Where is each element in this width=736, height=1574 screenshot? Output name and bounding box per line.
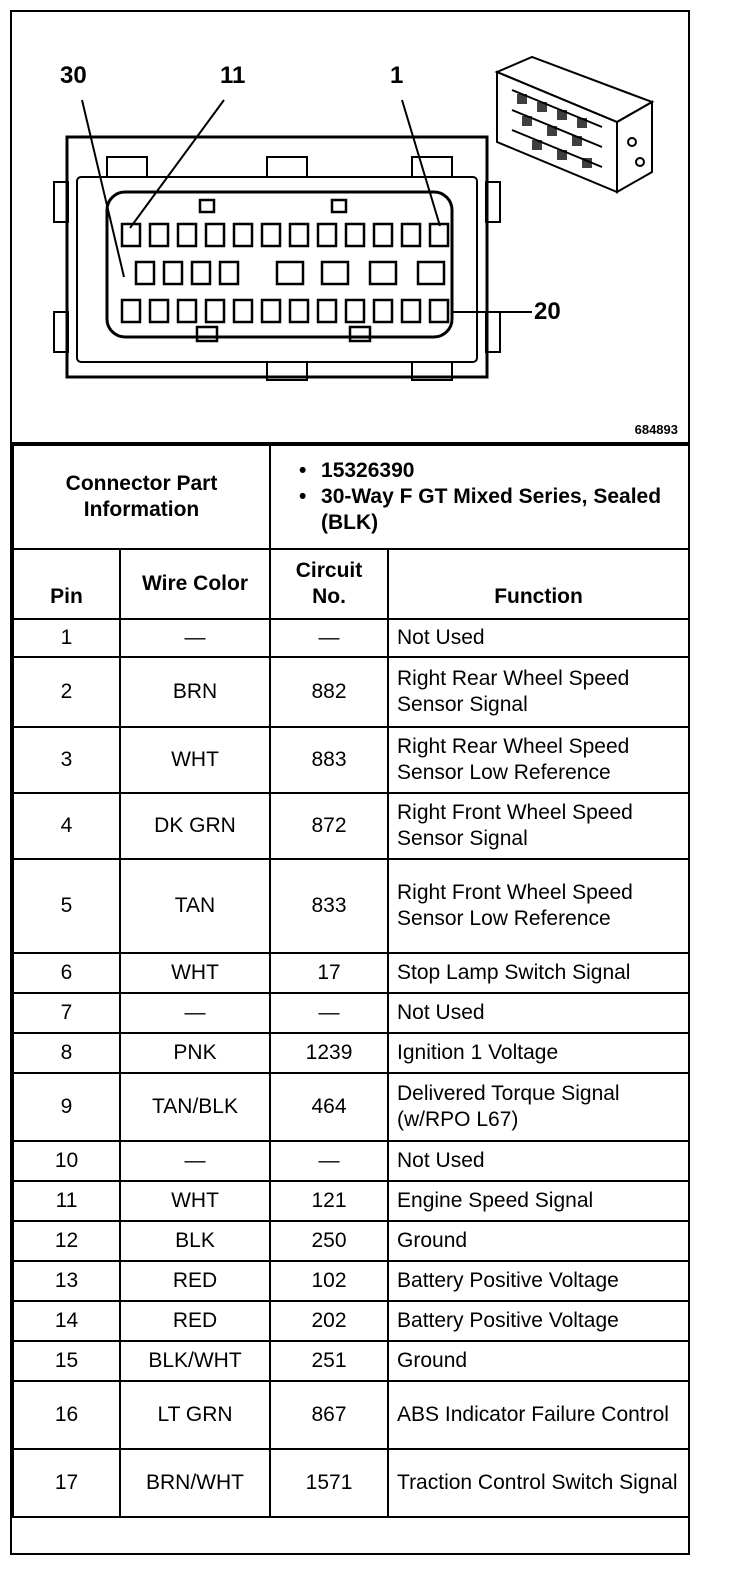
- wire-color-cell: —: [120, 993, 270, 1033]
- pin-cell: 8: [13, 1033, 120, 1073]
- pinout-table: [12, 444, 690, 1518]
- wire-color-cell: —: [120, 1141, 270, 1181]
- callout-pin-20: 20: [534, 298, 561, 325]
- table-row: [13, 1033, 689, 1073]
- table-row: [13, 793, 689, 859]
- pin-cell: 4: [13, 793, 120, 859]
- connector-info-list: [279, 452, 680, 542]
- table-row: [13, 1073, 689, 1141]
- connector-info-row: [13, 445, 689, 549]
- circuit-cell: 883: [270, 727, 388, 793]
- table-row: [13, 953, 689, 993]
- circuit-cell: 17: [270, 953, 388, 993]
- table-row: [13, 993, 689, 1033]
- circuit-cell: 102: [270, 1261, 388, 1301]
- connector-description: • 30-Way F GT Mixed Series, Sealed (BLK): [299, 484, 680, 536]
- pin-cell: 14: [13, 1301, 120, 1341]
- circuit-cell: —: [270, 993, 388, 1033]
- table-row: [13, 1141, 689, 1181]
- connector-face-drawing: [12, 12, 688, 442]
- connector-figure: [12, 12, 688, 444]
- table-row: [13, 619, 689, 657]
- circuit-cell: 202: [270, 1301, 388, 1341]
- header-function: Function: [388, 549, 689, 619]
- pin-cell: 10: [13, 1141, 120, 1181]
- figure-number: 684893: [634, 422, 678, 437]
- function-cell: Right Front Wheel Speed Sensor Low Reference: [388, 859, 689, 953]
- table-row: [13, 1301, 689, 1341]
- header-pin: Pin: [13, 549, 120, 619]
- wire-color-cell: RED: [120, 1301, 270, 1341]
- table-row: [13, 1341, 689, 1381]
- pin-cell: 12: [13, 1221, 120, 1261]
- circuit-cell: —: [270, 1141, 388, 1181]
- callout-pin-30: 30: [60, 62, 87, 89]
- pin-cell: 9: [13, 1073, 120, 1141]
- header-circuit: Circuit No.: [270, 549, 388, 619]
- circuit-cell: 882: [270, 657, 388, 727]
- function-cell: Battery Positive Voltage: [388, 1301, 689, 1341]
- wire-color-cell: DK GRN: [120, 793, 270, 859]
- function-cell: Ignition 1 Voltage: [388, 1033, 689, 1073]
- function-cell: Ground: [388, 1341, 689, 1381]
- function-cell: Right Rear Wheel Speed Sensor Low Reference: [388, 727, 689, 793]
- wire-color-cell: TAN: [120, 859, 270, 953]
- pin-cell: 7: [13, 993, 120, 1033]
- wire-color-cell: BLK: [120, 1221, 270, 1261]
- callout-pin-1: 1: [390, 62, 404, 89]
- table-row: [13, 1221, 689, 1261]
- wire-color-cell: BRN: [120, 657, 270, 727]
- connector-sheet: [10, 10, 690, 1555]
- pin-rows: [13, 619, 689, 1517]
- function-cell: Ground: [388, 1221, 689, 1261]
- pin-cell: 5: [13, 859, 120, 953]
- function-cell: Right Rear Wheel Speed Sensor Signal: [388, 657, 689, 727]
- pin-cell: 16: [13, 1381, 120, 1449]
- circuit-cell: 464: [270, 1073, 388, 1141]
- function-cell: Battery Positive Voltage: [388, 1261, 689, 1301]
- connector-part-number: • 15326390: [299, 458, 680, 484]
- function-cell: Not Used: [388, 619, 689, 657]
- wire-color-cell: WHT: [120, 953, 270, 993]
- wire-color-cell: WHT: [120, 727, 270, 793]
- pin-cell: 11: [13, 1181, 120, 1221]
- circuit-cell: 867: [270, 1381, 388, 1449]
- function-cell: Right Front Wheel Speed Sensor Signal: [388, 793, 689, 859]
- connector-info-cell: [270, 445, 689, 549]
- table-row: [13, 1261, 689, 1301]
- pin-cell: 3: [13, 727, 120, 793]
- table-row: [13, 1381, 689, 1449]
- circuit-cell: 833: [270, 859, 388, 953]
- connector-info-label: Connector Part Information: [13, 445, 270, 549]
- wire-color-cell: TAN/BLK: [120, 1073, 270, 1141]
- wire-color-cell: WHT: [120, 1181, 270, 1221]
- function-cell: Delivered Torque Signal (w/RPO L67): [388, 1073, 689, 1141]
- table-row: [13, 1449, 689, 1517]
- header-wire-color: Wire Color: [120, 549, 270, 619]
- function-cell: Stop Lamp Switch Signal: [388, 953, 689, 993]
- wire-color-cell: BLK/WHT: [120, 1341, 270, 1381]
- function-cell: ABS Indicator Failure Control: [388, 1381, 689, 1449]
- circuit-cell: 251: [270, 1341, 388, 1381]
- wire-color-cell: RED: [120, 1261, 270, 1301]
- function-cell: Engine Speed Signal: [388, 1181, 689, 1221]
- function-cell: Not Used: [388, 993, 689, 1033]
- pin-cell: 6: [13, 953, 120, 993]
- table-row: [13, 1181, 689, 1221]
- pin-cell: 13: [13, 1261, 120, 1301]
- circuit-cell: 872: [270, 793, 388, 859]
- wire-color-cell: —: [120, 619, 270, 657]
- pin-cell: 17: [13, 1449, 120, 1517]
- pin-cell: 2: [13, 657, 120, 727]
- pin-cell: 15: [13, 1341, 120, 1381]
- circuit-cell: 121: [270, 1181, 388, 1221]
- wire-color-cell: BRN/WHT: [120, 1449, 270, 1517]
- circuit-cell: 250: [270, 1221, 388, 1261]
- circuit-cell: —: [270, 619, 388, 657]
- table-header-row: [13, 549, 689, 619]
- table-row: [13, 657, 689, 727]
- table-row: [13, 727, 689, 793]
- wire-color-cell: LT GRN: [120, 1381, 270, 1449]
- circuit-cell: 1571: [270, 1449, 388, 1517]
- callout-pin-11: 11: [220, 62, 246, 89]
- circuit-cell: 1239: [270, 1033, 388, 1073]
- table-row: [13, 859, 689, 953]
- pin-cell: 1: [13, 619, 120, 657]
- function-cell: Not Used: [388, 1141, 689, 1181]
- wire-color-cell: PNK: [120, 1033, 270, 1073]
- function-cell: Traction Control Switch Signal: [388, 1449, 689, 1517]
